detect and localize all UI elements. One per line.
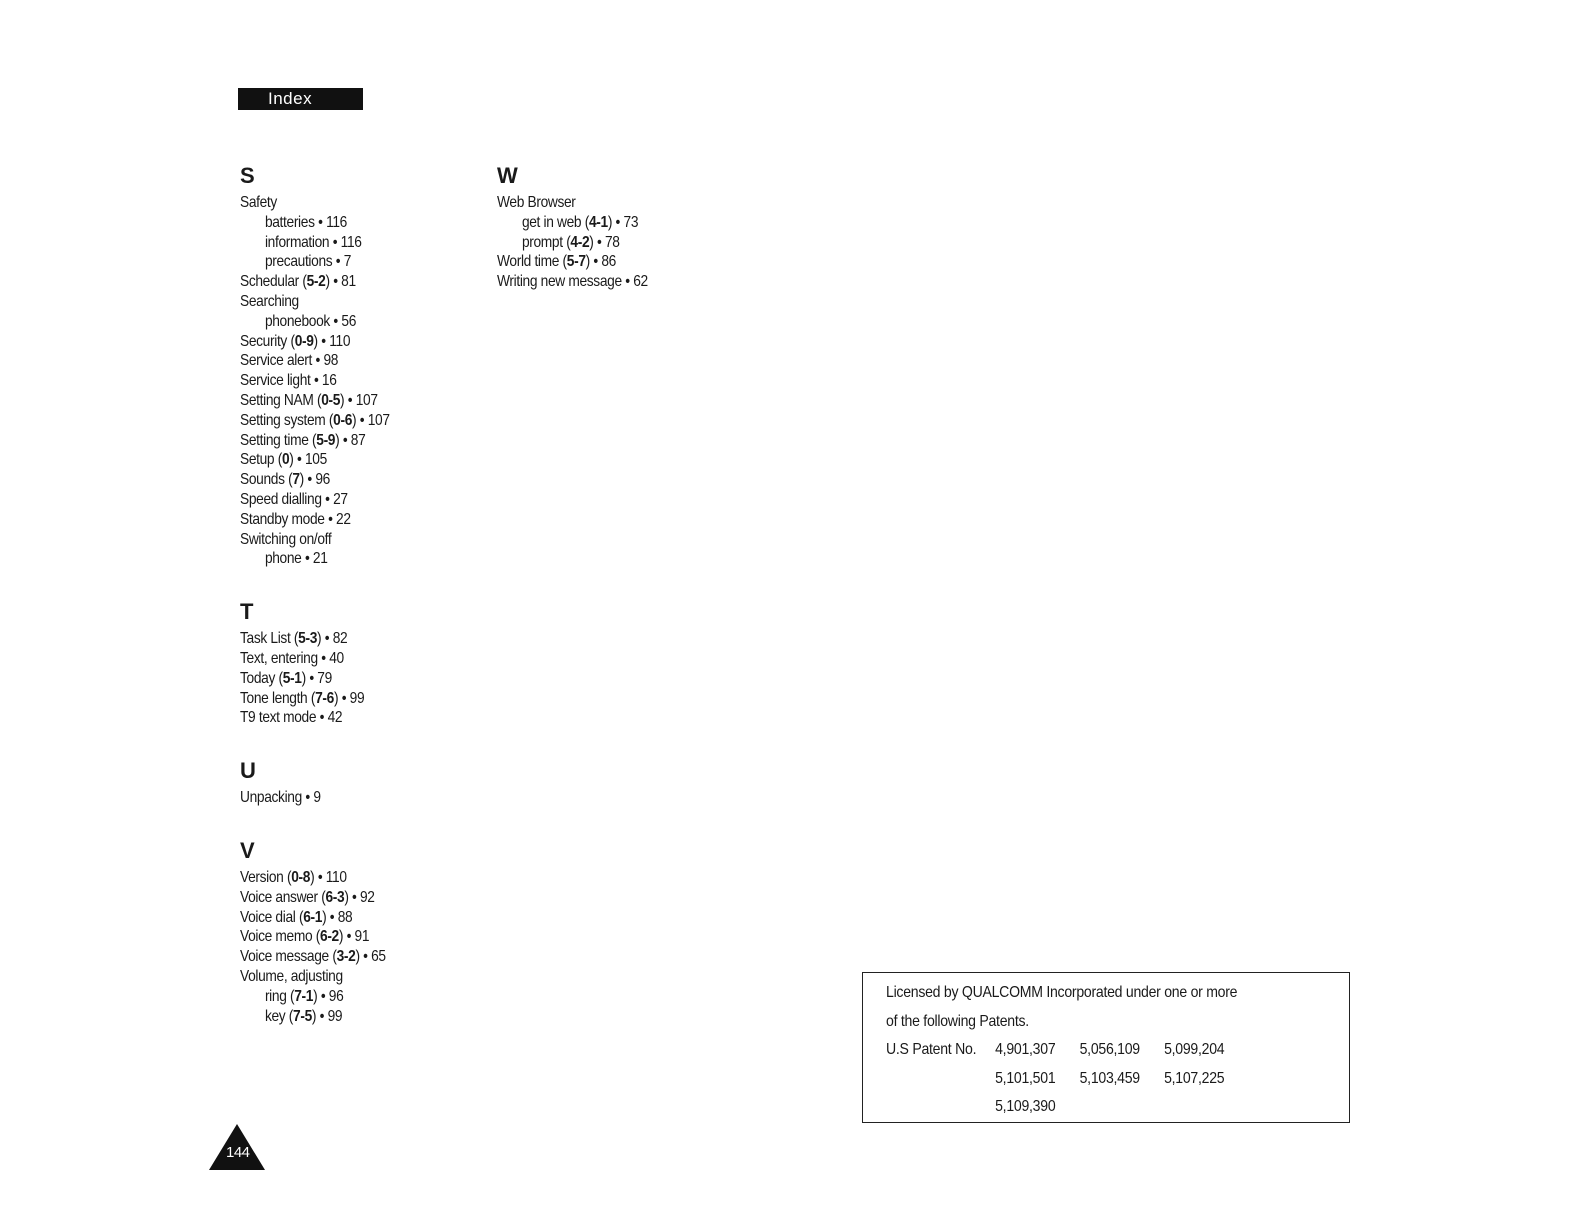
entry-term: precautions <box>264 253 333 271</box>
page-ref: 73 <box>623 213 639 231</box>
entry-term: Service alert <box>240 352 313 370</box>
entry-term: get in web <box>521 213 582 231</box>
index-entry: Setup (0) • 105 <box>240 451 327 469</box>
section-letter: W <box>497 163 518 188</box>
entry-term: Text, entering <box>240 649 318 667</box>
menu-code: 7 <box>292 471 300 489</box>
index-section <box>240 758 480 808</box>
page-ref: 79 <box>317 669 332 687</box>
menu-code: 5-7 <box>566 253 586 271</box>
menu-code: 4-1 <box>588 213 608 231</box>
menu-code: 6-3 <box>325 888 345 906</box>
entry-term: Today <box>240 669 276 687</box>
entry-term: Setting system <box>240 411 326 429</box>
page-ref: 62 <box>633 273 648 291</box>
index-entry: phone • 21 <box>264 550 328 568</box>
index-entry: key (7-5) • 99 <box>264 1007 343 1025</box>
index-entry <box>240 967 446 987</box>
entry-term: Unpacking <box>240 789 302 807</box>
entry-term: Setting time <box>240 431 309 449</box>
license-line-1: Licensed by QUALCOMM Incorporated under one or more <box>886 984 1238 1001</box>
index-entry: Service light • 16 <box>240 372 337 390</box>
page-ref: 21 <box>312 550 328 568</box>
index-entry: Unpacking • 9 <box>240 789 321 807</box>
patent-number: 5,103,459 <box>1079 1069 1140 1087</box>
page-number: 144 <box>226 1144 250 1161</box>
entry-term: phone <box>264 550 302 568</box>
index-entry: Setting system (0-6) • 107 <box>240 411 390 429</box>
section-letter: U <box>240 758 256 784</box>
section-tab-label: Index <box>268 89 313 108</box>
entry-term: key <box>264 1007 286 1025</box>
page-ref: 82 <box>332 630 348 648</box>
page-ref: 116 <box>340 233 362 251</box>
menu-code: 0-9 <box>294 332 314 350</box>
patent-number: 4,901,307 <box>995 1041 1056 1058</box>
license-notice <box>862 972 1350 1123</box>
page-ref: 105 <box>304 451 327 469</box>
entry-term: Task List <box>240 630 291 648</box>
menu-code: 7-6 <box>315 689 334 707</box>
index-section <box>240 163 480 569</box>
patent-row <box>886 1065 1293 1094</box>
entry-term: Standby mode <box>240 510 325 528</box>
entry-term: Volume, adjusting <box>240 967 343 985</box>
menu-code: 0-5 <box>321 391 341 409</box>
index-entry: Voice message (3-2) • 65 <box>240 948 386 966</box>
menu-code: 7-5 <box>293 1007 312 1025</box>
patent-row <box>886 1093 1293 1122</box>
entry-term: Setup <box>240 451 275 469</box>
entry-term: batteries <box>264 213 315 231</box>
entry-term: ring <box>264 987 287 1005</box>
page-ref: 116 <box>326 213 347 231</box>
menu-code: 0-8 <box>291 868 311 886</box>
section-letter: V <box>240 837 255 863</box>
index-entry: Today (5-1) • 79 <box>240 669 332 687</box>
index-entry: Voice dial (6-1) • 88 <box>240 908 353 926</box>
entry-term: Voice dial <box>240 908 296 926</box>
entry-term: Switching on/off <box>240 530 332 548</box>
index-entry: prompt (4-2) • 78 <box>521 233 620 251</box>
entry-term: Writing new message <box>497 273 622 291</box>
index-entry: Tone length (7-6) • 99 <box>240 689 365 707</box>
entry-term: Setting NAM <box>240 391 314 409</box>
entry-term: Security <box>240 332 287 350</box>
menu-code: 5-3 <box>298 630 318 648</box>
index-entry: Standby mode • 22 <box>240 510 351 528</box>
entry-term: Voice answer <box>240 888 318 906</box>
menu-code: 6-1 <box>303 908 323 926</box>
entry-term: phonebook <box>264 312 330 330</box>
index-entry: precautions • 7 <box>264 253 352 271</box>
menu-code: 0-6 <box>333 411 353 429</box>
page-ref: 9 <box>313 789 321 807</box>
index-entry: Text, entering • 40 <box>240 649 344 667</box>
page-ref: 87 <box>350 431 366 449</box>
menu-code: 0 <box>281 451 290 469</box>
menu-code: 6-2 <box>320 928 339 946</box>
page-ref: 99 <box>327 1007 343 1025</box>
page-ref: 22 <box>336 510 351 528</box>
index-entry: Voice answer (6-3) • 92 <box>240 888 375 906</box>
entry-term: Speed dialling <box>240 490 322 508</box>
index-column-left <box>240 163 480 1056</box>
index-entry <box>240 530 446 550</box>
index-entry: Security (0-9) • 110 <box>240 332 351 350</box>
index-entry: ring (7-1) • 96 <box>264 987 344 1005</box>
page-ref: 98 <box>323 352 339 370</box>
page-ref: 99 <box>349 689 365 707</box>
entry-term: prompt <box>521 233 563 251</box>
entry-term: Version <box>240 868 284 886</box>
menu-code: 5-1 <box>282 669 302 687</box>
page-ref: 88 <box>337 908 353 926</box>
menu-code: 7-1 <box>294 987 314 1005</box>
page-ref: 96 <box>328 987 344 1005</box>
index-entry: Schedular (5-2) • 81 <box>240 273 356 291</box>
page-ref: 81 <box>341 273 356 291</box>
menu-code: 4-2 <box>570 233 590 251</box>
patent-number: 5,107,225 <box>1164 1069 1225 1087</box>
entry-term: T9 text mode <box>240 709 317 727</box>
index-entry: World time (5-7) • 86 <box>497 253 616 271</box>
entry-term: information <box>264 233 330 251</box>
entry-term: Searching <box>240 292 299 310</box>
page-ref: 110 <box>325 868 347 886</box>
entry-term: Web Browser <box>497 194 576 211</box>
menu-code: 5-2 <box>306 273 326 291</box>
index-entry <box>240 292 446 312</box>
page-ref: 16 <box>321 372 337 390</box>
section-letter: S <box>240 163 255 188</box>
page-ref: 42 <box>327 709 343 727</box>
page-ref: 27 <box>333 490 348 508</box>
index-entry: Voice memo (6-2) • 91 <box>240 928 370 946</box>
index-entry: information • 116 <box>264 233 362 251</box>
page-ref: 92 <box>359 888 375 906</box>
index-entry: batteries • 116 <box>264 213 347 231</box>
entry-term: Service light <box>240 372 311 390</box>
patent-number: 5,099,204 <box>1164 1041 1225 1058</box>
index-section <box>497 163 797 292</box>
index-section <box>240 838 480 1026</box>
entry-term: World time <box>497 253 560 271</box>
index-entry: Version (0-8) • 110 <box>240 868 347 886</box>
license-line-2: of the following Patents. <box>886 1012 1029 1030</box>
page-ref: 107 <box>355 391 378 409</box>
section-tab <box>238 88 363 110</box>
patent-number: 5,056,109 <box>1079 1041 1140 1058</box>
patent-row <box>886 1036 1293 1065</box>
patent-number: 5,101,501 <box>995 1069 1056 1087</box>
page-ref: 56 <box>341 312 357 330</box>
menu-code: 5-9 <box>316 431 336 449</box>
index-entry: Setting time (5-9) • 87 <box>240 431 366 449</box>
entry-term: Safety <box>240 194 277 211</box>
page-ref: 91 <box>354 928 370 946</box>
page-ref: 65 <box>371 948 386 966</box>
page-ref: 96 <box>315 471 330 489</box>
entry-term: Sounds <box>240 471 285 489</box>
entry-term: Voice message <box>240 948 329 966</box>
index-entry: Sounds (7) • 96 <box>240 471 330 489</box>
index-entry: Writing new message • 62 <box>497 273 648 291</box>
index-entry: phonebook • 56 <box>264 312 357 330</box>
index-column-right <box>497 163 797 322</box>
entry-term: Schedular <box>240 273 299 291</box>
menu-code: 3-2 <box>336 948 356 966</box>
page-ref: 86 <box>601 253 616 271</box>
patent-number: 5,109,390 <box>995 1098 1056 1115</box>
index-entry: Service alert • 98 <box>240 352 339 370</box>
page-ref: 7 <box>343 253 352 271</box>
index-entry: Task List (5-3) • 82 <box>240 630 348 648</box>
page-ref: 78 <box>604 233 620 251</box>
page-ref: 110 <box>329 332 351 350</box>
index-entry: Speed dialling • 27 <box>240 490 348 508</box>
page-ref: 107 <box>367 411 390 429</box>
patent-label: U.S Patent No. <box>886 1041 977 1058</box>
index-entry: T9 text mode • 42 <box>240 709 343 727</box>
entry-term: Tone length <box>240 689 308 707</box>
index-entry: Setting NAM (0-5) • 107 <box>240 391 378 409</box>
index-entry: get in web (4-1) • 73 <box>521 213 639 231</box>
index-entry <box>240 193 446 213</box>
page-ref: 40 <box>329 649 344 667</box>
section-letter: T <box>240 599 254 625</box>
index-section <box>240 599 480 728</box>
page-number-marker <box>209 1124 265 1170</box>
index-entry <box>497 193 755 213</box>
entry-term: Voice memo <box>240 928 313 946</box>
